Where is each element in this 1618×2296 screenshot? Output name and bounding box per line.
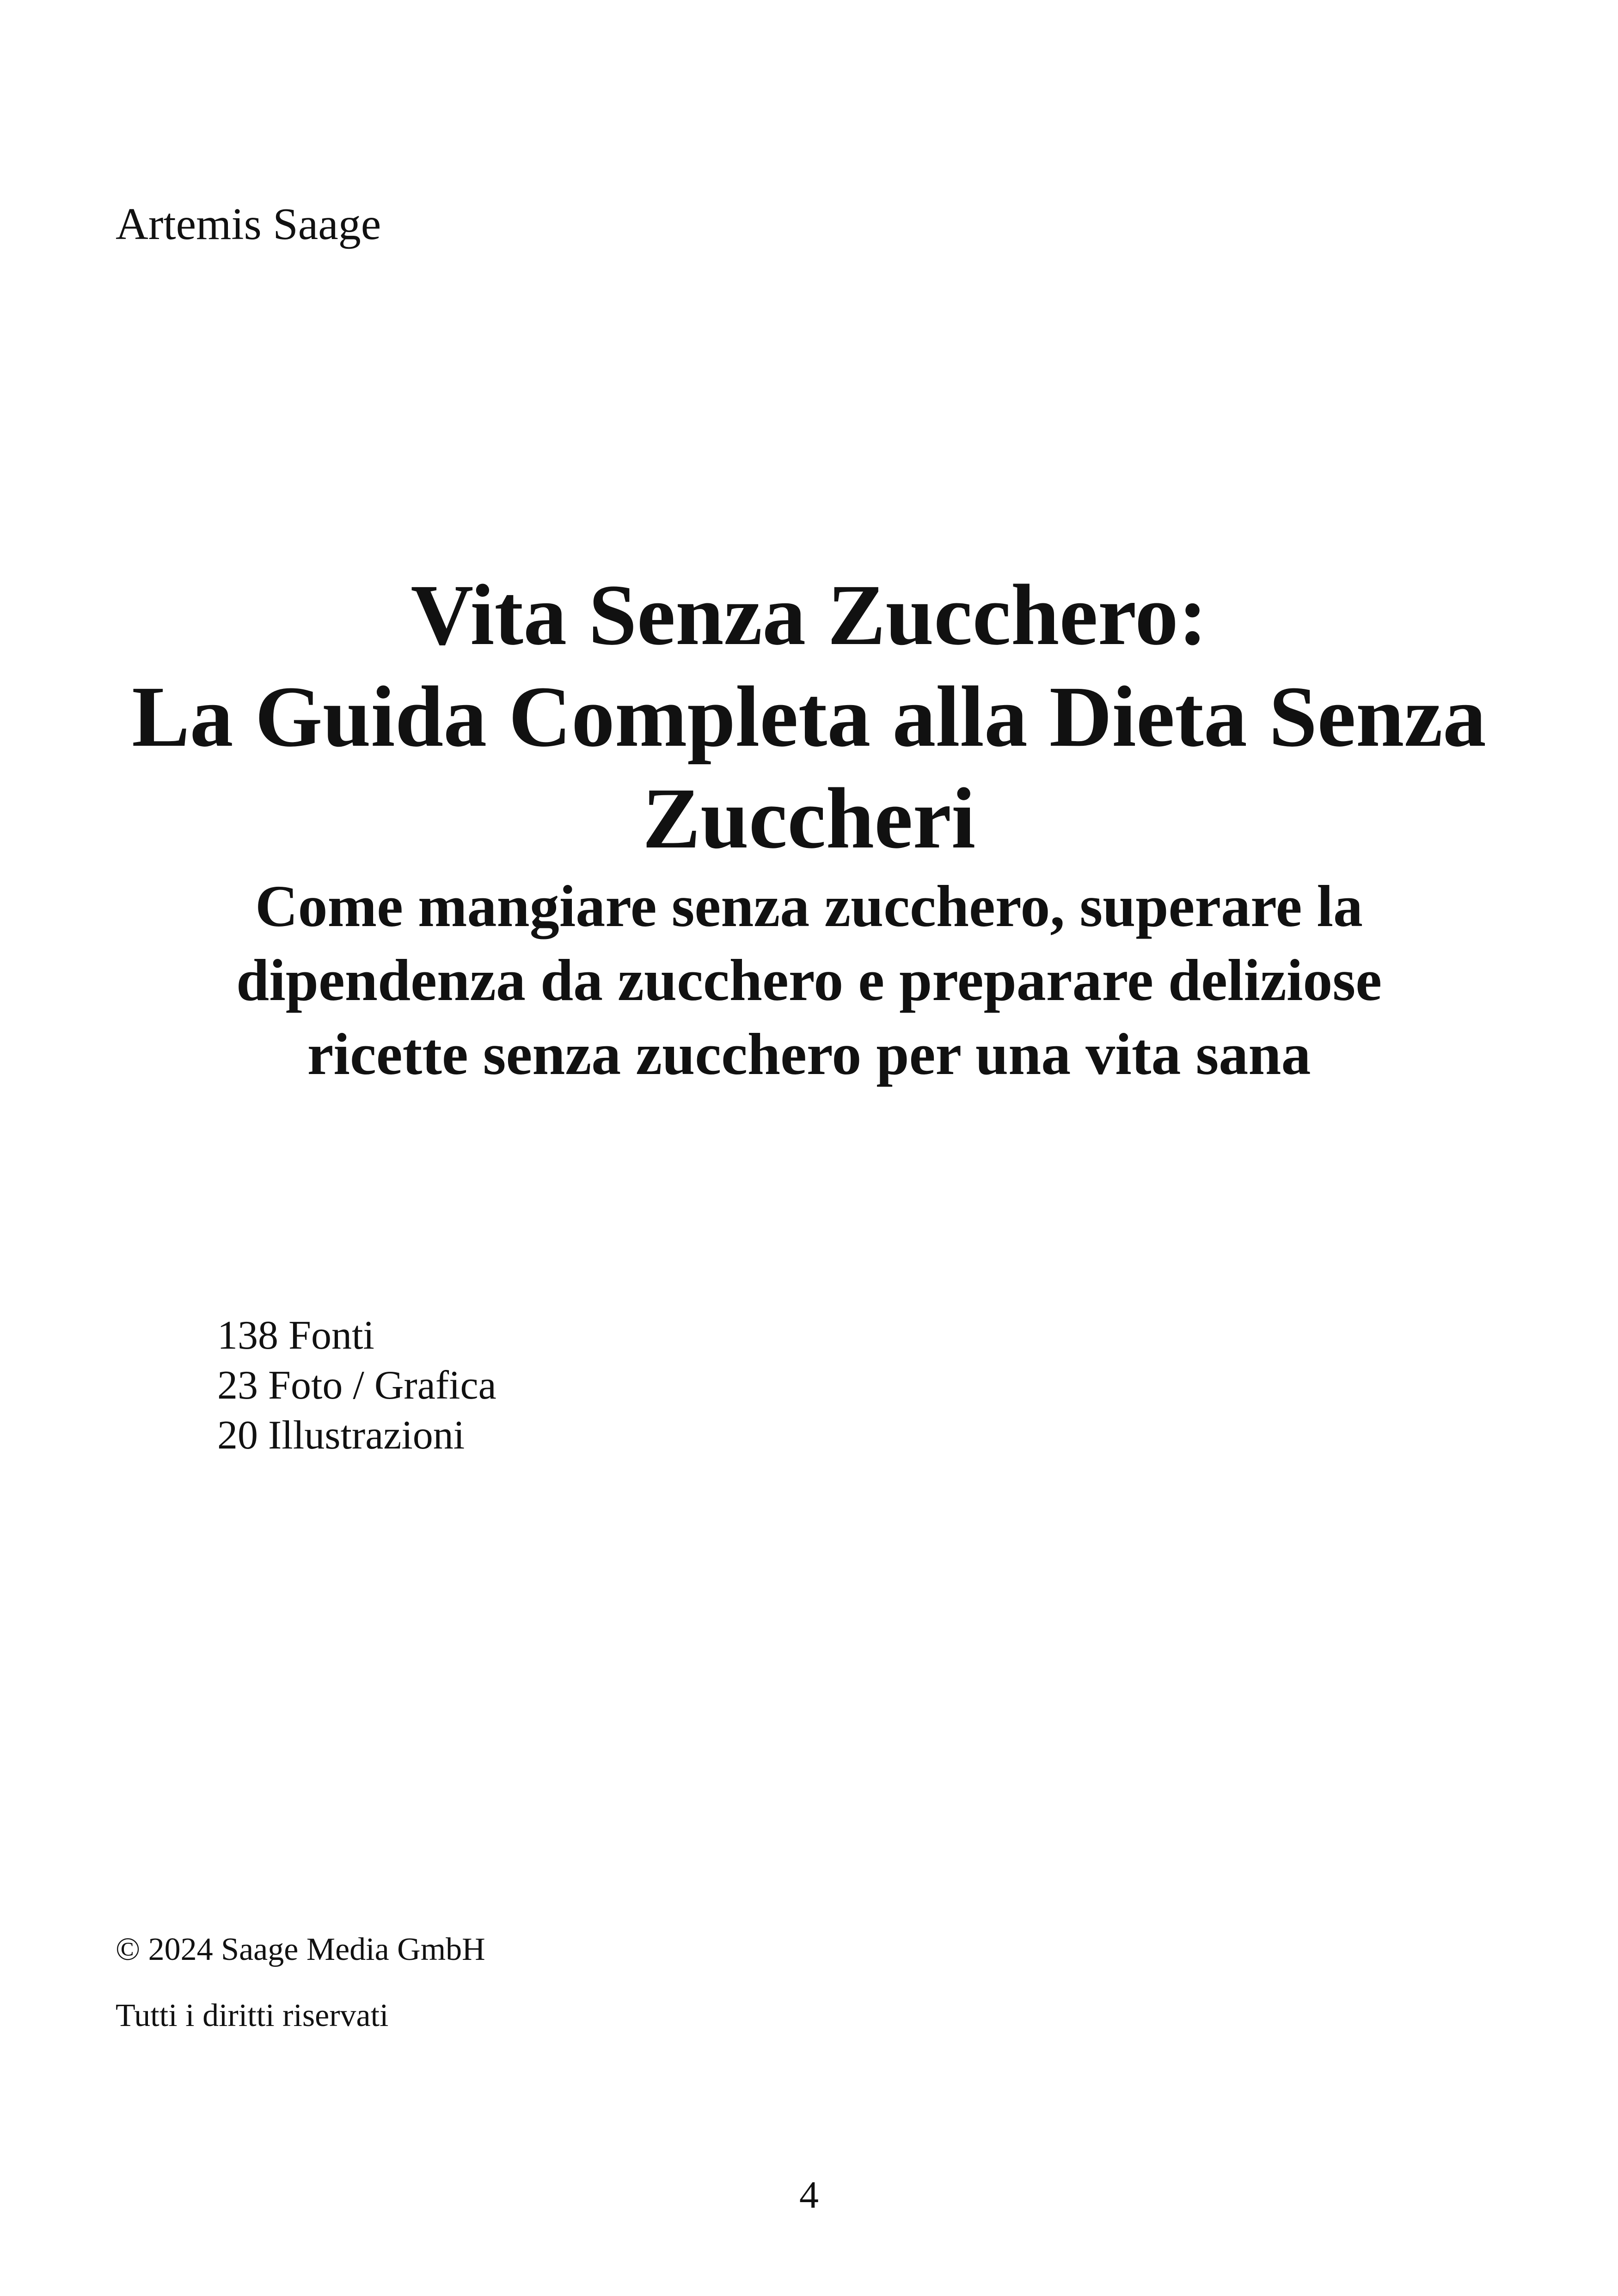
stat-sources: 138 Fonti xyxy=(217,1313,374,1358)
book-title-line-1: Vita Senza Zucchero: xyxy=(411,566,1207,663)
author-name: Artemis Saage xyxy=(116,199,381,249)
book-subtitle-line-1: Come mangiare senza zucchero, superare la xyxy=(255,873,1363,939)
book-title-block xyxy=(69,564,1549,1091)
rights-notice: Tutti i diritti riservati xyxy=(116,1998,389,2033)
book-subtitle-line-2: dipendenza da zucchero e preparare deliziose xyxy=(236,947,1382,1013)
page-number: 4 xyxy=(799,2173,819,2216)
copyright-notice: © 2024 Saage Media GmbH xyxy=(116,1932,485,1967)
book-title-line-2: La Guida Completa alla Dieta Senza xyxy=(132,668,1486,765)
stat-illustrations: 20 Illustrazioni xyxy=(217,1413,465,1458)
book-subtitle-line-3: ricette senza zucchero per una vita sana xyxy=(307,1021,1311,1087)
stat-photos-graphics: 23 Foto / Grafica xyxy=(217,1363,496,1408)
book-title-line-3: Zuccheri xyxy=(642,770,976,866)
book-stats xyxy=(217,1311,496,1461)
